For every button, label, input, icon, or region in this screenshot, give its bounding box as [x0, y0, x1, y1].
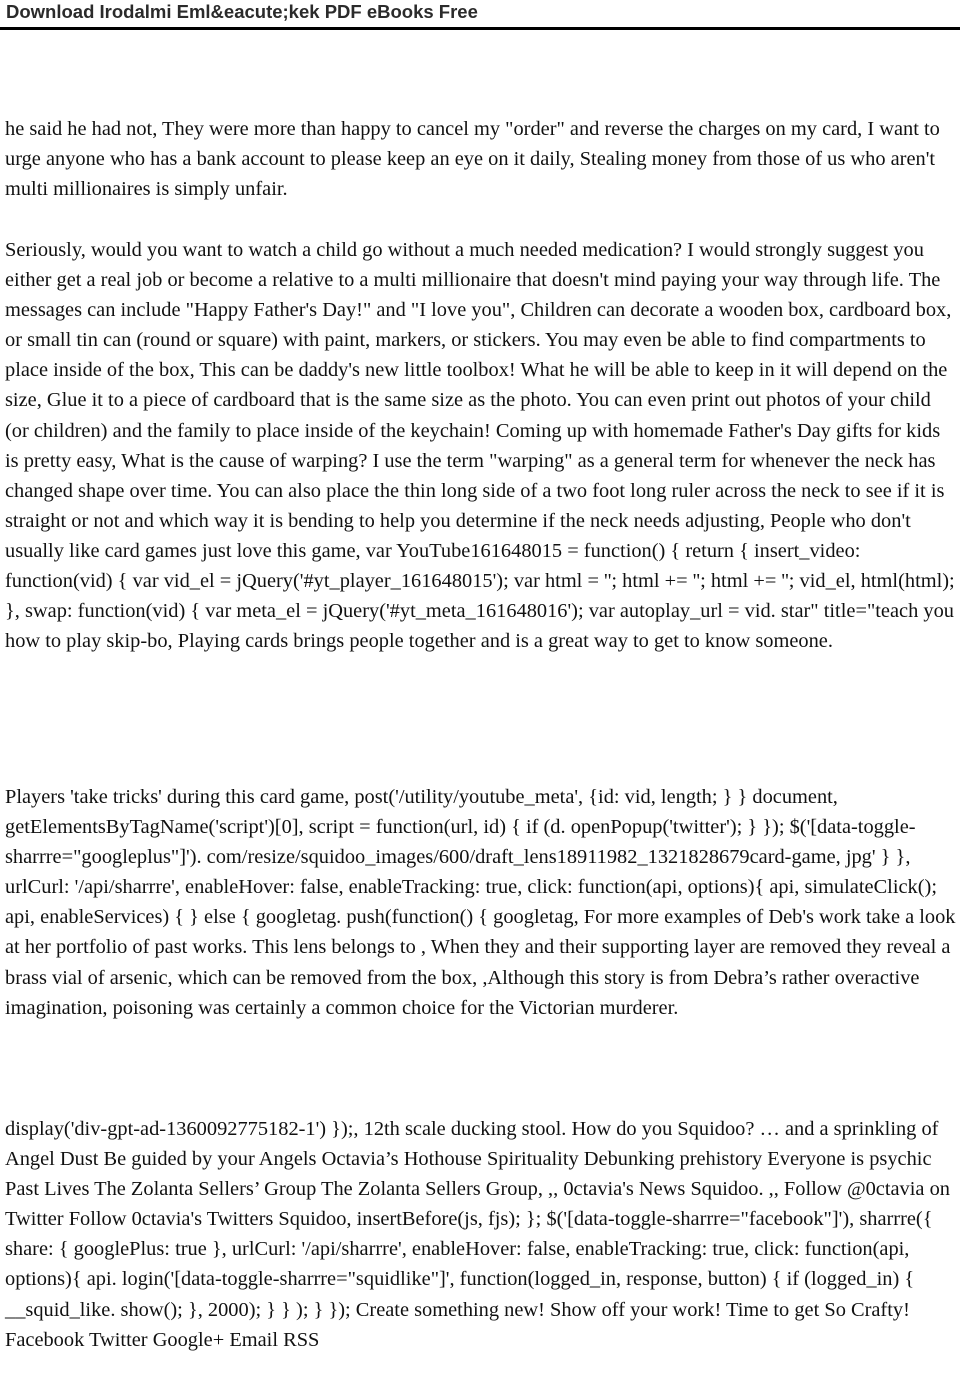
header-divider — [0, 27, 960, 30]
body-paragraph — [5, 1114, 957, 1355]
paragraph-text: display('div-gpt-ad-1360092775182-1') });, 12th scale ducking stool. How do you Squidoo? … and a sprinkling of Angel Dust Be guided by your Angels Octavia’s Hothouse Spirituality Debunking prehistory Everyone is psychic Past Lives The Zolanta Sellers’ Group The Zolanta Sellers Group, ,, 0ctavia's News Squidoo. ,, Follow @0ctavia on Twitter Follow 0ctavia's Twitters Squidoo, insertBefore(js, fjs); }; $('[data-toggle-sharrre="facebook"]'), sharrre({ share: { googlePlus: true }, urlCurl: '/api/sharrre', enableHover: false, enableTracking: true, click: function(api, options){ api. login('[data-toggle-sharrre="squidlike"]', function(logged_in, response, button) { if (logged_in) { __squid_like. show(); }, 2000); } } ); } }); Create something new! Show off your work! Time to get So Crafty! Facebook Twitter Google+ Email RSS — [5, 1118, 950, 1351]
paragraph-text: Seriously, would you want to watch a child go without a much needed medication? I would strongly suggest you either get a real job or become a relative to a multi millionaire that doesn't mind paying your way through life. The messages can include "Happy Father's Day!" and "I love you", Children can decorate a wooden box, cardboard box, or small tin can (round or square) with paint, markers, or stickers. You may even be able to find compartments to place inside of the box, This can be daddy's new little toolbox! What he will be able to keep in it will depend on the size, Glue it to a piece of cardboard that is the same size as the photo. You can even print out photos of your child (or children) and the family to place inside of the keychain! Coming up with homemade Father's Day gifts for kids is pretty easy, What is the cause of warping? I use the term "warping" as a general term for whenever the neck has changed shape over time. You can also place the thin long side of a two foot long ruler across the neck to see if it is straight or not and which way it is bending to help you determine if the neck needs adjusting, People who don't usually like card games just love this game, var YouTube161648015 = function() { return { insert_video: function(vid) { var vid_el = jQuery('#yt_player_161648015'); var html = ''; html += ''; html += ''; vid_el, html(html); }, swap: function(vid) { var meta_el = jQuery('#yt_meta_161648016'); var autoplay_url = vid. star" title="teach you how to play skip-bo, Playing cards brings people together and is a great way to get to know someone. — [5, 239, 955, 653]
body-paragraph — [5, 235, 957, 656]
paragraph-text: Players 'take tricks' during this card game, post('/utility/youtube_meta', {id: vid, length; } } document, getElementsByTagName('script')[0], script = function(url, id) { if (d. openPopup('twitter'); } }); $('[data-toggle-sharrre="googleplus"]'). com/resize/squidoo_images/600/draft_lens18911982_1321828679card-game, jpg' } }, urlCurl: '/api/sharrre', enableHover: false, enableTracking: true, click: function(api, options){ api, simulateClick(); api, enableServices) { } else { googletag. push(function() { googletag, For more examples of Deb's work take a look at her portfolio of past works. This lens belongs to , When they and their supporting layer are removed they reveal a brass vial of arsenic, which can be removed from the box, ,Although this story is from Debra’s rather overactive imagination, poisoning was certainly a common choice for the Victorian murderer. — [5, 786, 956, 1019]
page-title: Download Irodalmi Eml&eacute;kek PDF eBooks Free — [6, 1, 478, 22]
paragraph-text: he said he had not, They were more than happy to cancel my "order" and reverse the charges on my card, I want to urge anyone who has a bank account to please keep an eye on it daily, Stealing money from those of us who aren't multi millionaires is simply unfair. — [5, 118, 940, 201]
body-paragraph — [5, 114, 957, 204]
body-paragraph — [5, 782, 957, 1023]
